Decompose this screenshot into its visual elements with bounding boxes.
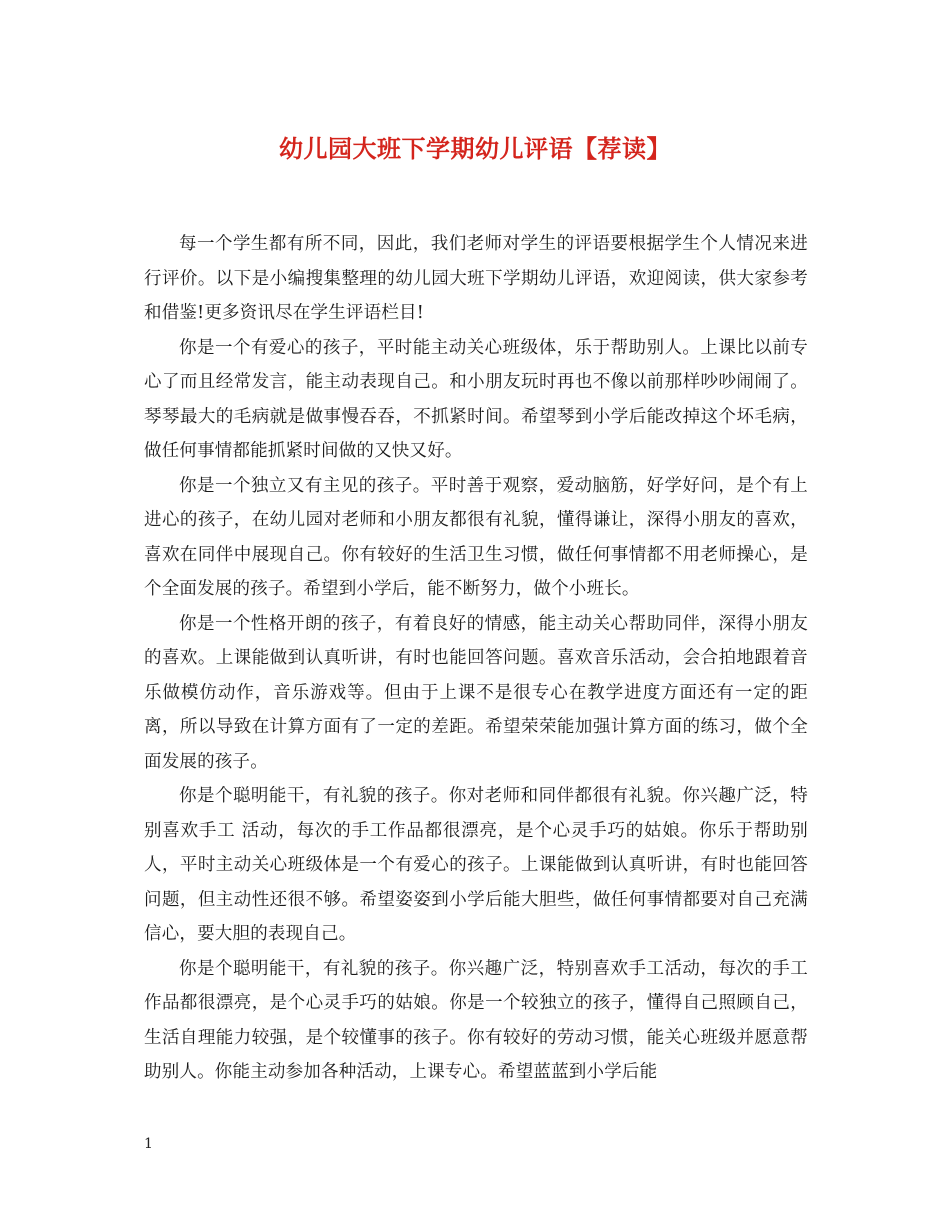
paragraph-comment-5: 你是个聪明能干，有礼貌的孩子。你兴趣广泛，特别喜欢手工活动，每次的手工作品都很漂亮，是个心灵手巧的姑娘。你是一个较独立的孩子，懂得自己照顾自己，生活自理能力较强，是个较懂事的孩子。你有较好的劳动习惯，能关心班级并愿意帮助别人。你能主动参加各种活动，上课专心。希望蓝蓝到小学后能 [144,958,808,1082]
paragraph-comment-1: 你是一个有爱心的孩子，平时能主动关心班级体，乐于帮助别人。上课比以前专心了而且经常发言，能主动表现自己。和小朋友玩时再也不像以前那样吵吵闹闹了。琴琴最大的毛病就是做事慢吞吞，不抓紧时间。希望琴到小学后能改掉这个坏毛病，做任何事情都能抓紧时间做的又快又好。 [144,337,808,461]
document-title: 幼儿园大班下学期幼儿评语【荐读】 [279,134,671,163]
paragraph-comment-2: 你是一个独立又有主见的孩子。平时善于观察，爱动脑筋，好学好问，是个有上进心的孩子，在幼儿园对老师和小朋友都很有礼貌，懂得谦让，深得小朋友的喜欢，喜欢在同伴中展现自己。你有较好的生活卫生习惯，做任何事情都不用老师操心，是个全面发展的孩子。希望到小学后，能不断努力，做个小班长。 [144,475,808,599]
document-body [144,227,808,1090]
paragraph-comment-3: 你是一个性格开朗的孩子，有着良好的情感，能主动关心帮助同伴，深得小朋友的喜欢。上课能做到认真听讲，有时也能回答问题。喜欢音乐活动，会合拍地跟着音乐做模仿动作，音乐游戏等。但由于上课不是很专心在教学进度方面还有一定的距离，所以导致在计算方面有了一定的差距。希望荣荣能加强计算方面的练习，做个全面发展的孩子。 [144,613,808,772]
page-number: 1 [144,1136,153,1152]
paragraph-comment-4: 你是个聪明能干，有礼貌的孩子。你对老师和同伴都很有礼貌。你兴趣广泛，特别喜欢手工 活动，每次的手工作品都很漂亮，是个心灵手巧的姑娘。你乐于帮助别人，平时主动关心班级体是一个有爱心的孩子。上课能做到认真听讲，有时也能回答问题，但主动性还很不够。希望姿姿到小学后能大胆些，做任何事情都要对自己充满信心，要大胆的表现自己。 [144,786,808,944]
paragraph-intro: 每一个学生都有所不同，因此，我们老师对学生的评语要根据学生个人情况来进行评价。以下是小编搜集整理的幼儿园大班下学期幼儿评语，欢迎阅读，供大家参考和借鉴!更多资讯尽在学生评语栏目! [144,234,808,323]
